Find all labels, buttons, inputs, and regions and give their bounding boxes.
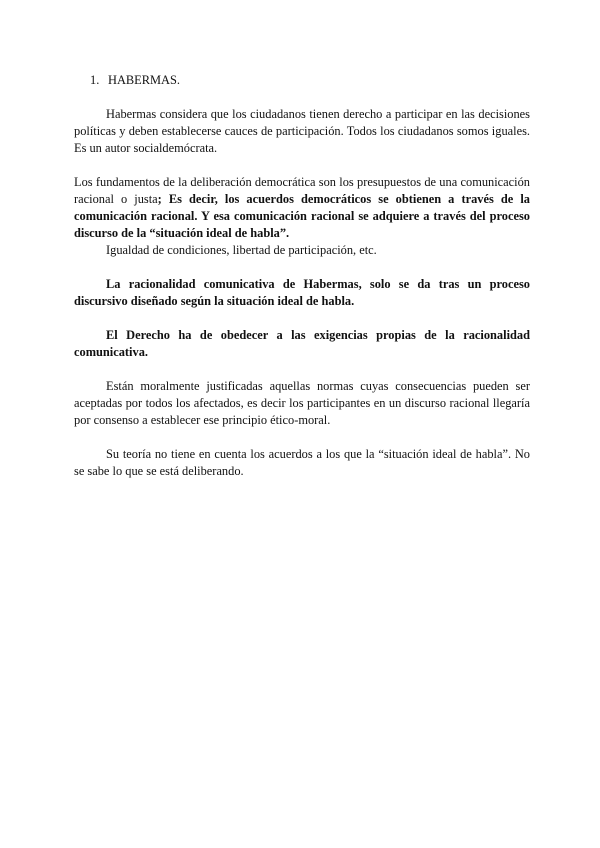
fundamentos-text: Los fundamentos de la deliberación democrática son los presupuestos de una comunicación racional o justa — [74, 175, 530, 206]
paragraph-teoria: Su teoría no tiene en cuenta los acuerdos a los que la “situación ideal de habla”. No se sabe lo que se está deliberando. — [74, 447, 530, 478]
fundamentos-bold-text: ; Es decir, los acuerdos democráticos se obtienen a través de la comunicación racional. Y esa comunicación racional se adquiere a través del proceso discurso de la “situación ideal de habla”. — [74, 192, 530, 240]
heading-title: HABERMAS. — [108, 73, 180, 87]
paragraph-racionalidad: La racionalidad comunicativa de Habermas, solo se da tras un proceso discursivo diseñado según la situación ideal de habla. — [74, 277, 530, 308]
paragraph-intro: Habermas considera que los ciudadanos tienen derecho a participar en las decisiones políticas y deben establecerse cauces de participación. Todos los ciudadanos somos iguales. Es un autor socialdemócrata. — [74, 107, 530, 155]
paragraph-derecho: El Derecho ha de obedecer a las exigencias propias de la racionalidad comunicativa. — [74, 328, 530, 359]
document-body — [74, 72, 530, 480]
paragraph-normas: Están moralmente justificadas aquellas normas cuyas consecuencias pueden ser aceptadas por todos los afectados, es decir los participantes en un discurso racional llegaría por consenso a establecer ese principio ético-moral. — [74, 379, 530, 427]
paragraph-fundamentos — [74, 174, 530, 242]
heading-number: 1. — [90, 73, 100, 87]
section-heading — [74, 72, 530, 89]
paragraph-igualdad: Igualdad de condiciones, libertad de participación, etc. — [106, 243, 377, 257]
